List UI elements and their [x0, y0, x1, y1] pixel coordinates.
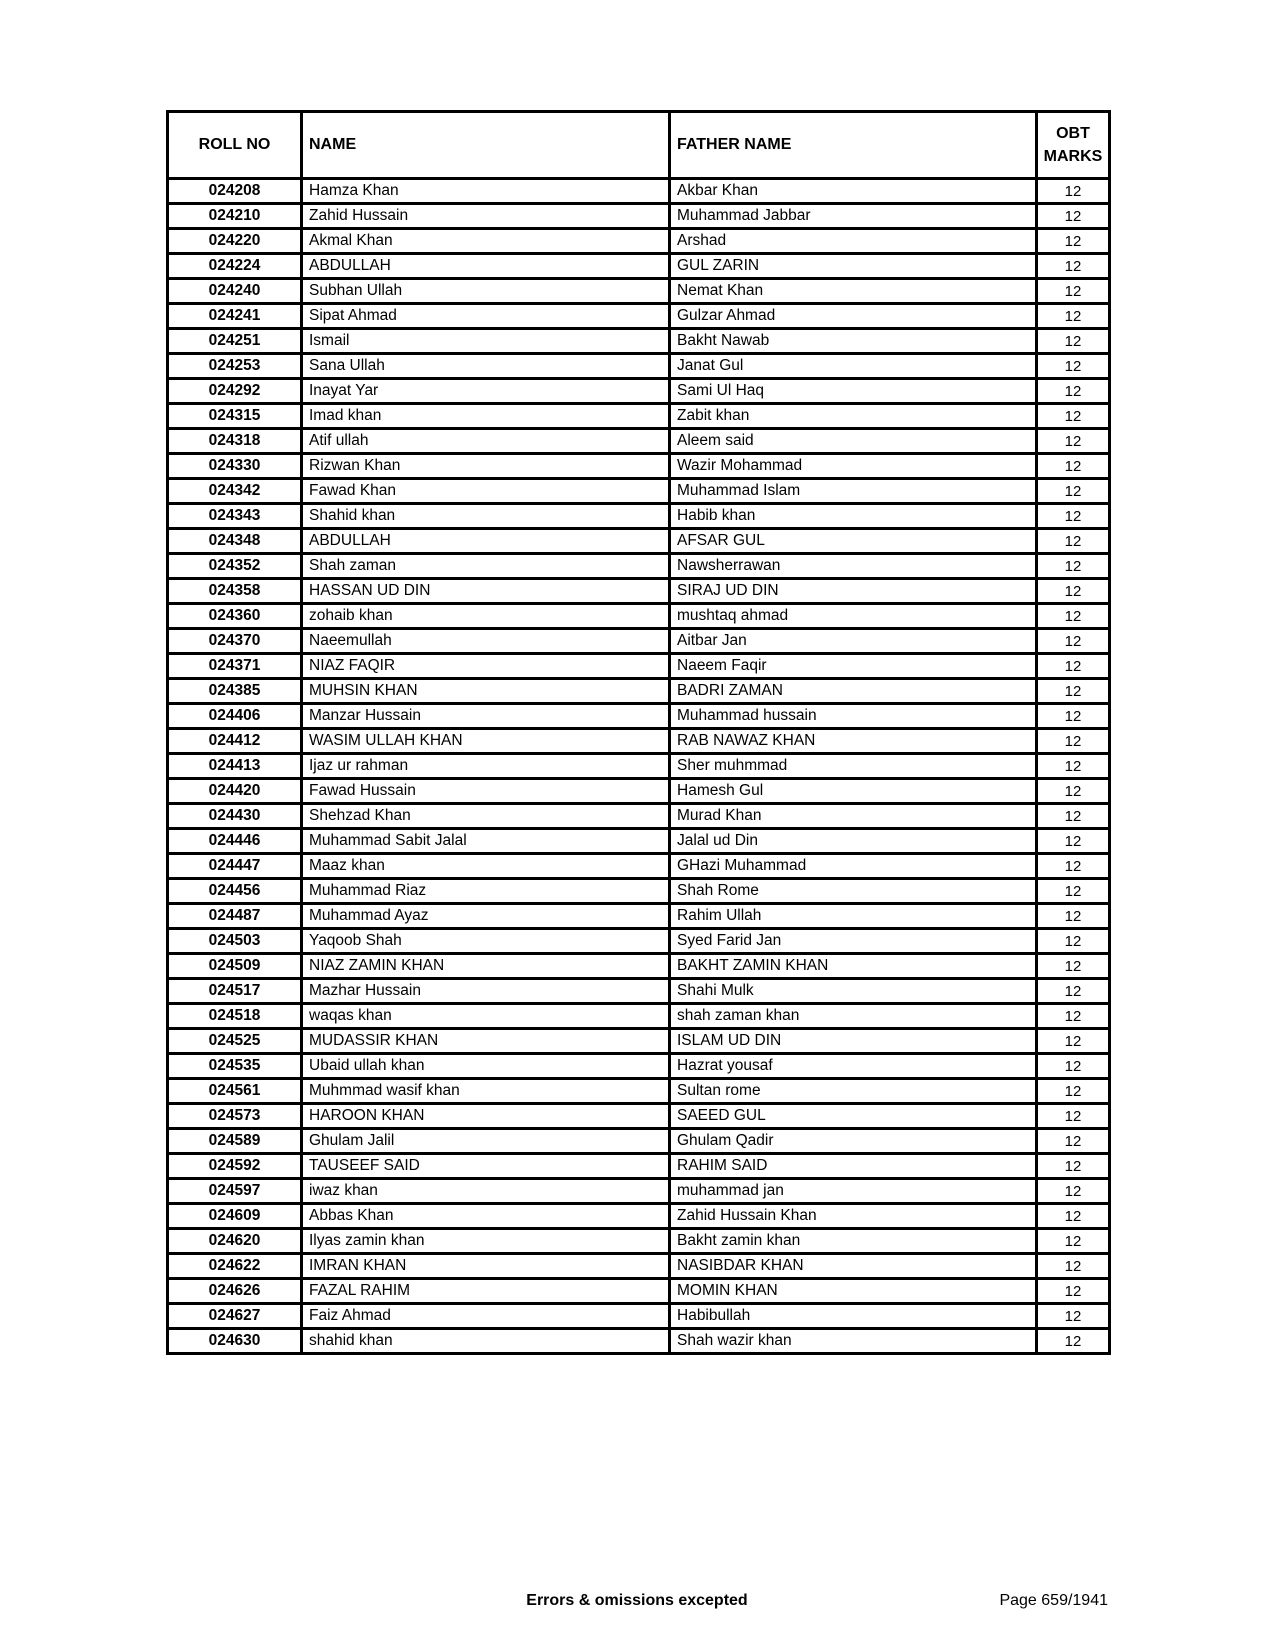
father-name-cell: Bakht Nawab — [670, 329, 1037, 354]
roll-cell: 024241 — [168, 304, 302, 329]
table-row — [168, 929, 1110, 954]
marks-cell: 12 — [1037, 804, 1110, 829]
marks-cell: 12 — [1037, 329, 1110, 354]
name-cell: HAROON KHAN — [302, 1104, 670, 1129]
marks-cell: 12 — [1037, 629, 1110, 654]
marks-cell: 12 — [1037, 829, 1110, 854]
roll-cell: 024622 — [168, 1254, 302, 1279]
marks-cell: 12 — [1037, 654, 1110, 679]
marks-cell: 12 — [1037, 1204, 1110, 1229]
table-row — [168, 604, 1110, 629]
roll-cell: 024620 — [168, 1229, 302, 1254]
roll-cell: 024456 — [168, 879, 302, 904]
father-name-cell: Sami Ul Haq — [670, 379, 1037, 404]
roll-cell: 024360 — [168, 604, 302, 629]
table-row — [168, 779, 1110, 804]
marks-cell: 12 — [1037, 479, 1110, 504]
marks-cell: 12 — [1037, 904, 1110, 929]
table-row — [168, 804, 1110, 829]
name-cell: Shahid khan — [302, 504, 670, 529]
father-name-cell: shah zaman khan — [670, 1004, 1037, 1029]
father-name-cell: RAHIM SAID — [670, 1154, 1037, 1179]
name-cell: ABDULLAH — [302, 254, 670, 279]
father-name-cell: Rahim Ullah — [670, 904, 1037, 929]
father-name-cell: Hazrat yousaf — [670, 1054, 1037, 1079]
name-cell: zohaib khan — [302, 604, 670, 629]
marks-cell: 12 — [1037, 854, 1110, 879]
name-cell: Fawad Khan — [302, 479, 670, 504]
roll-cell: 024630 — [168, 1329, 302, 1354]
table-row — [168, 1154, 1110, 1179]
table-row — [168, 254, 1110, 279]
name-cell: NIAZ FAQIR — [302, 654, 670, 679]
marks-cell: 12 — [1037, 729, 1110, 754]
table-row — [168, 429, 1110, 454]
name-cell: Ubaid ullah khan — [302, 1054, 670, 1079]
roll-cell: 024597 — [168, 1179, 302, 1204]
table-row — [168, 629, 1110, 654]
marks-cell: 12 — [1037, 454, 1110, 479]
father-name-cell: Zahid Hussain Khan — [670, 1204, 1037, 1229]
name-cell: Ilyas zamin khan — [302, 1229, 670, 1254]
name-cell: Hamza Khan — [302, 179, 670, 204]
table-row — [168, 1329, 1110, 1354]
father-name-cell: Muhammad Jabbar — [670, 204, 1037, 229]
roll-cell: 024573 — [168, 1104, 302, 1129]
name-cell: FAZAL RAHIM — [302, 1279, 670, 1304]
table-row — [168, 529, 1110, 554]
father-name-cell: Ghulam Qadir — [670, 1129, 1037, 1154]
marks-cell: 12 — [1037, 554, 1110, 579]
table-row — [168, 404, 1110, 429]
roll-cell: 024406 — [168, 704, 302, 729]
father-name-cell: BADRI ZAMAN — [670, 679, 1037, 704]
marks-cell: 12 — [1037, 179, 1110, 204]
name-cell: Ismail — [302, 329, 670, 354]
name-cell: MUHSIN KHAN — [302, 679, 670, 704]
name-cell: Yaqoob Shah — [302, 929, 670, 954]
marks-cell: 12 — [1037, 579, 1110, 604]
roll-cell: 024348 — [168, 529, 302, 554]
roll-cell: 024343 — [168, 504, 302, 529]
name-cell: Zahid Hussain — [302, 204, 670, 229]
footer-page-number: Page 659/1941 — [999, 1592, 1108, 1609]
table-row — [168, 579, 1110, 604]
name-cell: waqas khan — [302, 1004, 670, 1029]
father-name-cell: Wazir Mohammad — [670, 454, 1037, 479]
roll-cell: 024447 — [168, 854, 302, 879]
father-name-cell: Bakht zamin khan — [670, 1229, 1037, 1254]
name-cell: Muhammad Sabit Jalal — [302, 829, 670, 854]
father-name-cell: Muhammad hussain — [670, 704, 1037, 729]
father-name-cell: Jalal ud Din — [670, 829, 1037, 854]
name-cell: Sana Ullah — [302, 354, 670, 379]
father-name-cell: Akbar Khan — [670, 179, 1037, 204]
marks-cell: 12 — [1037, 1304, 1110, 1329]
table-row — [168, 854, 1110, 879]
table-row — [168, 554, 1110, 579]
header-obt-marks: OBT MARKS — [1037, 112, 1110, 179]
father-name-cell: GHazi Muhammad — [670, 854, 1037, 879]
table-row — [168, 729, 1110, 754]
marks-cell: 12 — [1037, 354, 1110, 379]
table-row — [168, 229, 1110, 254]
father-name-cell: Nemat Khan — [670, 279, 1037, 304]
name-cell: Faiz Ahmad — [302, 1304, 670, 1329]
roll-cell: 024251 — [168, 329, 302, 354]
roll-cell: 024342 — [168, 479, 302, 504]
table-row — [168, 179, 1110, 204]
name-cell: WASIM ULLAH KHAN — [302, 729, 670, 754]
marks-cell: 12 — [1037, 529, 1110, 554]
roll-cell: 024315 — [168, 404, 302, 429]
marks-cell: 12 — [1037, 1154, 1110, 1179]
marks-cell: 12 — [1037, 1329, 1110, 1354]
father-name-cell: Arshad — [670, 229, 1037, 254]
marks-cell: 12 — [1037, 204, 1110, 229]
name-cell: TAUSEEF SAID — [302, 1154, 670, 1179]
roll-cell: 024589 — [168, 1129, 302, 1154]
table-body — [168, 179, 1110, 1354]
name-cell: Shah zaman — [302, 554, 670, 579]
marks-cell: 12 — [1037, 379, 1110, 404]
table-row — [168, 1104, 1110, 1129]
marks-cell: 12 — [1037, 279, 1110, 304]
name-cell: Abbas Khan — [302, 1204, 670, 1229]
table-row — [168, 479, 1110, 504]
table-row — [168, 329, 1110, 354]
marks-cell: 12 — [1037, 1079, 1110, 1104]
roll-cell: 024253 — [168, 354, 302, 379]
header-roll-no: ROLL NO — [168, 112, 302, 179]
father-name-cell: Shah Rome — [670, 879, 1037, 904]
father-name-cell: AFSAR GUL — [670, 529, 1037, 554]
table-row — [168, 1004, 1110, 1029]
marks-cell: 12 — [1037, 929, 1110, 954]
name-cell: Rizwan Khan — [302, 454, 670, 479]
table-row — [168, 279, 1110, 304]
table-row — [168, 679, 1110, 704]
roll-cell: 024220 — [168, 229, 302, 254]
father-name-cell: RAB NAWAZ KHAN — [670, 729, 1037, 754]
father-name-cell: Habibullah — [670, 1304, 1037, 1329]
name-cell: Ghulam Jalil — [302, 1129, 670, 1154]
table-row — [168, 1179, 1110, 1204]
table-row — [168, 304, 1110, 329]
marks-cell: 12 — [1037, 604, 1110, 629]
father-name-cell: Zabit khan — [670, 404, 1037, 429]
roll-cell: 024240 — [168, 279, 302, 304]
results-table — [166, 110, 1111, 1355]
roll-cell: 024446 — [168, 829, 302, 854]
table-row — [168, 829, 1110, 854]
roll-cell: 024210 — [168, 204, 302, 229]
marks-cell: 12 — [1037, 404, 1110, 429]
father-name-cell: Aitbar Jan — [670, 629, 1037, 654]
table-row — [168, 1229, 1110, 1254]
roll-cell: 024535 — [168, 1054, 302, 1079]
header-row — [168, 112, 1110, 179]
father-name-cell: Syed Farid Jan — [670, 929, 1037, 954]
marks-cell: 12 — [1037, 979, 1110, 1004]
roll-cell: 024292 — [168, 379, 302, 404]
marks-cell: 12 — [1037, 254, 1110, 279]
marks-cell: 12 — [1037, 1279, 1110, 1304]
name-cell: IMRAN KHAN — [302, 1254, 670, 1279]
table-row — [168, 1204, 1110, 1229]
marks-cell: 12 — [1037, 1029, 1110, 1054]
roll-cell: 024413 — [168, 754, 302, 779]
name-cell: Muhmmad wasif khan — [302, 1079, 670, 1104]
father-name-cell: SIRAJ UD DIN — [670, 579, 1037, 604]
father-name-cell: Shahi Mulk — [670, 979, 1037, 1004]
roll-cell: 024358 — [168, 579, 302, 604]
table-row — [168, 1054, 1110, 1079]
table-row — [168, 954, 1110, 979]
marks-cell: 12 — [1037, 1004, 1110, 1029]
father-name-cell: BAKHT ZAMIN KHAN — [670, 954, 1037, 979]
name-cell: Sipat Ahmad — [302, 304, 670, 329]
roll-cell: 024412 — [168, 729, 302, 754]
roll-cell: 024487 — [168, 904, 302, 929]
table-row — [168, 1254, 1110, 1279]
name-cell: shahid khan — [302, 1329, 670, 1354]
name-cell: Ijaz ur rahman — [302, 754, 670, 779]
marks-cell: 12 — [1037, 1129, 1110, 1154]
father-name-cell: muhammad jan — [670, 1179, 1037, 1204]
father-name-cell: Aleem said — [670, 429, 1037, 454]
roll-cell: 024561 — [168, 1079, 302, 1104]
father-name-cell: SAEED GUL — [670, 1104, 1037, 1129]
marks-cell: 12 — [1037, 779, 1110, 804]
name-cell: Muhammad Ayaz — [302, 904, 670, 929]
header-name: NAME — [302, 112, 670, 179]
father-name-cell: mushtaq ahmad — [670, 604, 1037, 629]
father-name-cell: Habib khan — [670, 504, 1037, 529]
table-row — [168, 704, 1110, 729]
father-name-cell: Sultan rome — [670, 1079, 1037, 1104]
father-name-cell: Janat Gul — [670, 354, 1037, 379]
table-row — [168, 754, 1110, 779]
name-cell: NIAZ ZAMIN KHAN — [302, 954, 670, 979]
marks-cell: 12 — [1037, 229, 1110, 254]
table-row — [168, 979, 1110, 1004]
father-name-cell: ISLAM UD DIN — [670, 1029, 1037, 1054]
roll-cell: 024626 — [168, 1279, 302, 1304]
roll-cell: 024430 — [168, 804, 302, 829]
roll-cell: 024318 — [168, 429, 302, 454]
name-cell: iwaz khan — [302, 1179, 670, 1204]
father-name-cell: Naeem Faqir — [670, 654, 1037, 679]
table-row — [168, 504, 1110, 529]
roll-cell: 024208 — [168, 179, 302, 204]
marks-cell: 12 — [1037, 1254, 1110, 1279]
table-row — [168, 904, 1110, 929]
name-cell: HASSAN UD DIN — [302, 579, 670, 604]
table-row — [168, 379, 1110, 404]
name-cell: Maaz khan — [302, 854, 670, 879]
roll-cell: 024525 — [168, 1029, 302, 1054]
roll-cell: 024609 — [168, 1204, 302, 1229]
roll-cell: 024517 — [168, 979, 302, 1004]
table-row — [168, 1129, 1110, 1154]
name-cell: Imad khan — [302, 404, 670, 429]
marks-cell: 12 — [1037, 304, 1110, 329]
header-father-name: FATHER NAME — [670, 112, 1037, 179]
father-name-cell: NASIBDAR KHAN — [670, 1254, 1037, 1279]
marks-cell: 12 — [1037, 1179, 1110, 1204]
marks-cell: 12 — [1037, 1104, 1110, 1129]
roll-cell: 024330 — [168, 454, 302, 479]
table-row — [168, 204, 1110, 229]
roll-cell: 024352 — [168, 554, 302, 579]
table-row — [168, 354, 1110, 379]
roll-cell: 024592 — [168, 1154, 302, 1179]
roll-cell: 024371 — [168, 654, 302, 679]
table-row — [168, 879, 1110, 904]
marks-cell: 12 — [1037, 704, 1110, 729]
father-name-cell: Murad Khan — [670, 804, 1037, 829]
roll-cell: 024509 — [168, 954, 302, 979]
name-cell: Inayat Yar — [302, 379, 670, 404]
name-cell: Akmal Khan — [302, 229, 670, 254]
table-row — [168, 654, 1110, 679]
roll-cell: 024420 — [168, 779, 302, 804]
father-name-cell: Hamesh Gul — [670, 779, 1037, 804]
marks-cell: 12 — [1037, 1229, 1110, 1254]
marks-cell: 12 — [1037, 879, 1110, 904]
name-cell: Muhammad Riaz — [302, 879, 670, 904]
marks-cell: 12 — [1037, 754, 1110, 779]
father-name-cell: Muhammad Islam — [670, 479, 1037, 504]
table-row — [168, 1304, 1110, 1329]
name-cell: Naeemullah — [302, 629, 670, 654]
roll-cell: 024370 — [168, 629, 302, 654]
name-cell: Subhan Ullah — [302, 279, 670, 304]
roll-cell: 024385 — [168, 679, 302, 704]
father-name-cell: MOMIN KHAN — [670, 1279, 1037, 1304]
father-name-cell: Nawsherrawan — [670, 554, 1037, 579]
marks-cell: 12 — [1037, 1054, 1110, 1079]
table-row — [168, 1279, 1110, 1304]
father-name-cell: GUL ZARIN — [670, 254, 1037, 279]
father-name-cell: Sher muhmmad — [670, 754, 1037, 779]
name-cell: Mazhar Hussain — [302, 979, 670, 1004]
roll-cell: 024503 — [168, 929, 302, 954]
name-cell: ABDULLAH — [302, 529, 670, 554]
name-cell: Manzar Hussain — [302, 704, 670, 729]
marks-cell: 12 — [1037, 954, 1110, 979]
roll-cell: 024627 — [168, 1304, 302, 1329]
table-row — [168, 1079, 1110, 1104]
footer-note: Errors & omissions excepted — [526, 1592, 748, 1609]
table-row — [168, 454, 1110, 479]
father-name-cell: Gulzar Ahmad — [670, 304, 1037, 329]
name-cell: MUDASSIR KHAN — [302, 1029, 670, 1054]
roll-cell: 024518 — [168, 1004, 302, 1029]
marks-cell: 12 — [1037, 429, 1110, 454]
marks-cell: 12 — [1037, 504, 1110, 529]
marks-cell: 12 — [1037, 679, 1110, 704]
roll-cell: 024224 — [168, 254, 302, 279]
name-cell: Fawad Hussain — [302, 779, 670, 804]
name-cell: Shehzad Khan — [302, 804, 670, 829]
father-name-cell: Shah wazir khan — [670, 1329, 1037, 1354]
table-row — [168, 1029, 1110, 1054]
name-cell: Atif ullah — [302, 429, 670, 454]
